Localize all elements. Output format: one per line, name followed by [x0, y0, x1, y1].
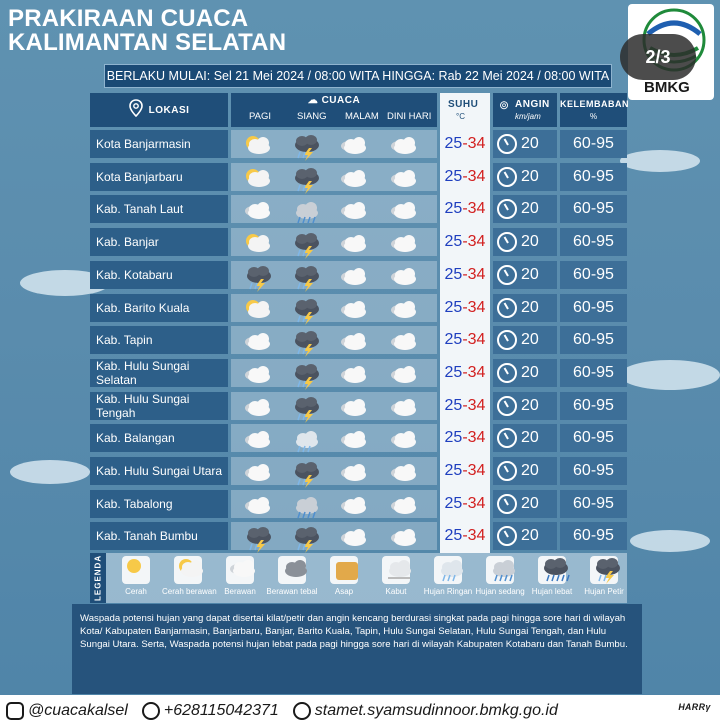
location-pin-icon — [129, 99, 143, 122]
temp-min: 25 — [444, 527, 463, 545]
legend-item — [214, 556, 266, 596]
berawan-icon — [337, 231, 371, 253]
temp-min: 25 — [444, 429, 463, 447]
header-kelembaban-unit: % — [589, 112, 598, 121]
wind-speed: 20 — [521, 167, 539, 185]
temp-max: 34 — [467, 462, 486, 479]
compass-icon — [497, 526, 517, 546]
header-cuaca — [231, 93, 437, 127]
berawan-icon — [387, 231, 421, 253]
berawan-icon — [337, 166, 371, 188]
temperature: 25 - 34 — [440, 457, 490, 485]
location-name: Kota Banjarmasin — [90, 130, 228, 158]
temp-min: 25 — [444, 265, 463, 283]
compass-icon — [497, 167, 517, 187]
wind-header-icon: ⊚ — [499, 98, 510, 112]
humidity: 60-95 — [560, 130, 627, 158]
weather-cells — [231, 392, 437, 420]
hujan-petir-icon — [241, 264, 275, 286]
wind — [493, 490, 557, 518]
hujan-sedang-icon — [289, 493, 323, 515]
humidity: 60-95 — [560, 392, 627, 420]
weather-cells — [231, 457, 437, 485]
temp-max: 34 — [467, 167, 486, 185]
title-line-1: PRAKIRAAN CUACA — [8, 5, 249, 32]
berawan-icon — [337, 198, 371, 220]
location-name: Kab. Balangan — [90, 424, 228, 452]
wind — [493, 522, 557, 550]
header-angin — [493, 93, 557, 127]
cerah-berawan-icon — [241, 166, 275, 188]
temperature: 25 - 34 — [440, 392, 490, 420]
weather-cells — [231, 424, 437, 452]
temp-max: 34 — [467, 200, 486, 218]
temp-min: 25 — [444, 396, 463, 414]
legend-item — [370, 556, 422, 596]
hujan-petir-icon — [289, 297, 323, 319]
compass-icon — [497, 199, 517, 219]
legend-item — [266, 556, 318, 596]
table-row — [90, 392, 627, 420]
temperature: 25 - 34 — [440, 359, 490, 387]
temp-min: 25 — [444, 462, 463, 479]
weather-cells — [231, 130, 437, 158]
location-name: Kab. Tabalong — [90, 490, 228, 518]
temp-max: 34 — [467, 135, 486, 152]
hujan-petir-icon — [289, 525, 323, 547]
temperature: 25 - 34 — [440, 326, 490, 354]
designer-signature: ᴴᴬᴿᴿᵞ — [678, 701, 710, 716]
berawan-icon — [387, 297, 421, 319]
legend-item — [110, 556, 162, 596]
legend-tag: LEGENDA — [90, 553, 106, 603]
humidity: 60-95 — [560, 490, 627, 518]
wind — [493, 326, 557, 354]
table-row — [90, 294, 627, 322]
footer — [0, 695, 720, 727]
kabut-icon — [382, 556, 410, 584]
berawan-icon — [337, 427, 371, 449]
title-line-2: KALIMANTAN SELATAN — [8, 29, 287, 56]
temperature: 25 - 34 — [440, 522, 490, 550]
wind-speed: 20 — [521, 494, 539, 512]
berawan-icon — [387, 362, 421, 384]
temperature: 25 - 34 — [440, 424, 490, 452]
temp-max: 34 — [467, 298, 486, 316]
temp-max: 34 — [467, 363, 486, 381]
hujan-sedang-icon — [289, 198, 323, 220]
legend-label: Hujan sedang — [475, 587, 525, 596]
bg-cloud — [620, 360, 720, 390]
temp-max: 34 — [467, 265, 486, 283]
temp-max: 34 — [467, 233, 486, 251]
cerah-berawan-icon — [241, 231, 275, 253]
whatsapp-number: +628115042371 — [163, 702, 279, 719]
berawan-icon — [241, 493, 275, 515]
temp-min: 25 — [444, 233, 463, 251]
wind-speed: 20 — [521, 462, 539, 479]
hujan-petir-icon — [289, 460, 323, 482]
hujan-lebat-icon — [538, 556, 566, 584]
hujan-petir-icon — [289, 395, 323, 417]
header-cuaca-label: CUACA — [321, 95, 361, 106]
temperature: 25 - 34 — [440, 130, 490, 158]
hujan-ringan-icon — [434, 556, 462, 584]
header-siang: SIANG — [297, 111, 327, 122]
header-suhu-label: SUHU — [448, 99, 479, 110]
header-kelembaban — [560, 93, 627, 127]
berawan-icon — [337, 460, 371, 482]
temperature: 25 - 34 — [440, 294, 490, 322]
wind — [493, 163, 557, 191]
header-kelembaban-label: KELEMBABAN — [560, 99, 629, 109]
hujan-petir-icon — [289, 133, 323, 155]
hujan-petir-icon — [241, 525, 275, 547]
berawan-icon — [387, 264, 421, 286]
location-name: Kab. Hulu Sungai Selatan — [90, 359, 228, 387]
instagram-handle: @cuacakalsel — [28, 702, 128, 719]
berawan-icon — [241, 427, 275, 449]
berawan-icon — [387, 329, 421, 351]
location-name: Kab. Banjar — [90, 228, 228, 256]
humidity: 60-95 — [560, 359, 627, 387]
berawan-icon — [241, 362, 275, 384]
wind-speed: 20 — [521, 233, 539, 251]
cerah-berawan-icon — [241, 297, 275, 319]
wind — [493, 261, 557, 289]
page-title — [8, 7, 286, 55]
berawan-icon — [337, 493, 371, 515]
location-name: Kab. Tanah Laut — [90, 195, 228, 223]
wind-speed: 20 — [521, 363, 539, 381]
berawan-icon — [387, 493, 421, 515]
berawan-icon — [387, 460, 421, 482]
legend-label: Hujan lebat — [531, 587, 573, 596]
berawan-icon — [387, 395, 421, 417]
berawan-icon — [337, 362, 371, 384]
legend-item — [526, 556, 578, 596]
wind-speed: 20 — [521, 429, 539, 447]
compass-icon — [497, 134, 517, 154]
asap-icon — [330, 556, 358, 584]
header-dini: DINI HARI — [387, 111, 432, 122]
header-angin-label: ANGIN — [515, 99, 550, 110]
weather-cells — [231, 490, 437, 518]
footer-instagram[interactable] — [6, 702, 128, 720]
berawan-icon — [241, 460, 275, 482]
compass-icon — [497, 494, 517, 514]
weather-cells — [231, 294, 437, 322]
humidity: 60-95 — [560, 326, 627, 354]
footer-whatsapp[interactable] — [142, 702, 279, 720]
compass-icon — [497, 428, 517, 448]
legend-label: Kabut — [385, 587, 407, 596]
header-angin-unit: km/jam — [515, 112, 541, 121]
table-row — [90, 130, 627, 158]
wind-speed: 20 — [521, 396, 539, 414]
hujan-petir-icon — [289, 231, 323, 253]
humidity: 60-95 — [560, 228, 627, 256]
bg-cloud — [10, 460, 90, 484]
weather-cells — [231, 261, 437, 289]
legend-label: Asap — [334, 587, 354, 596]
legend-item — [162, 556, 217, 596]
legend-label: Cerah berawan — [162, 587, 217, 596]
legend-item — [318, 556, 370, 596]
berawan-icon — [337, 133, 371, 155]
legend-item — [422, 556, 474, 596]
location-name: Kab. Tapin — [90, 326, 228, 354]
temp-min: 25 — [444, 331, 463, 349]
location-name: Kab. Barito Kuala — [90, 294, 228, 322]
footer-web[interactable] — [293, 702, 558, 720]
weather-cells — [231, 522, 437, 550]
wind — [493, 424, 557, 452]
bg-cloud — [620, 150, 700, 172]
location-name: Kab. Hulu Sungai Utara — [90, 457, 228, 485]
table-row — [90, 457, 627, 485]
berawan-icon — [226, 556, 254, 584]
weather-cells — [231, 195, 437, 223]
temperature: 25 - 34 — [440, 261, 490, 289]
berawan-tebal-icon — [278, 556, 306, 584]
legend-label: Berawan — [224, 587, 256, 596]
legend-item — [474, 556, 526, 596]
location-name: Kab. Kotabaru — [90, 261, 228, 289]
temp-max: 34 — [467, 527, 486, 545]
wind-speed: 20 — [521, 135, 539, 152]
wind — [493, 228, 557, 256]
wind-speed: 20 — [521, 331, 539, 349]
berawan-icon — [337, 297, 371, 319]
humidity: 60-95 — [560, 424, 627, 452]
weather-cells — [231, 359, 437, 387]
table-row — [90, 326, 627, 354]
table-row — [90, 195, 627, 223]
berawan-icon — [387, 525, 421, 547]
wind — [493, 294, 557, 322]
header-lokasi-label: LOKASI — [148, 104, 190, 116]
wind-speed: 20 — [521, 200, 539, 218]
compass-icon — [497, 265, 517, 285]
website-url: stamet.syamsudinnoor.bmkg.go.id — [314, 702, 558, 719]
table-row — [90, 261, 627, 289]
warning-text: Waspada potensi hujan yang dapat disertai kilat/petir dan angin kencang berdurasi singkat pada pagi hingga sore hari di wilayah Kota/ Kabupaten Banjarmasin, Banjarbaru, Banjar, Barito Kuala, Tapin, Hulu Sungai Selatan, Hulu Sungai Tengah, dan Hulu Sungai Utara. Serta, Waspada potensi hujan lebat pada pagi hingga sore hari di wilayah Kabupaten Kotabaru dan Tanah Bumbu. — [72, 604, 642, 694]
cloud-header-icon: ☁ — [307, 95, 319, 106]
berawan-icon — [387, 427, 421, 449]
header-pagi: PAGI — [249, 111, 271, 122]
whatsapp-icon — [142, 702, 160, 720]
berawan-icon — [337, 395, 371, 417]
cerah-icon — [122, 556, 150, 584]
weather-cells — [231, 163, 437, 191]
humidity: 60-95 — [560, 261, 627, 289]
legend — [90, 553, 627, 603]
compass-icon — [497, 232, 517, 252]
cerah-berawan-icon — [174, 556, 202, 584]
header-malam: MALAM — [345, 111, 379, 122]
compass-icon — [497, 298, 517, 318]
wind-speed: 20 — [521, 298, 539, 316]
wind-speed: 20 — [521, 527, 539, 545]
berawan-icon — [337, 525, 371, 547]
berawan-icon — [241, 395, 275, 417]
location-name: Kota Banjarbaru — [90, 163, 228, 191]
humidity: 60-95 — [560, 294, 627, 322]
wind — [493, 130, 557, 158]
hujan-sedang-icon — [486, 556, 514, 584]
location-name: Kab. Hulu Sungai Tengah — [90, 392, 228, 420]
wind — [493, 195, 557, 223]
temperature: 25 - 34 — [440, 228, 490, 256]
temp-max: 34 — [467, 429, 486, 447]
temperature: 25 - 34 — [440, 195, 490, 223]
bmkg-label: BMKG — [644, 79, 690, 96]
legend-item — [578, 556, 630, 596]
berawan-icon — [337, 264, 371, 286]
temperature: 25 - 34 — [440, 163, 490, 191]
legend-label: Hujan Ringan — [423, 587, 473, 596]
hujan-ringan-icon — [289, 427, 323, 449]
globe-icon — [293, 702, 311, 720]
temp-max: 34 — [467, 494, 486, 512]
table-row — [90, 228, 627, 256]
cerah-berawan-icon — [241, 133, 275, 155]
humidity: 60-95 — [560, 195, 627, 223]
berawan-icon — [337, 329, 371, 351]
page-indicator[interactable]: 2/3 — [620, 34, 696, 80]
temp-min: 25 — [444, 200, 463, 218]
table-row — [90, 522, 627, 550]
table-row — [90, 424, 627, 452]
validity-banner: BERLAKU MULAI: Sel 21 Mei 2024 / 08:00 WITA HINGGA: Rab 22 Mei 2024 / 08:00 WITA — [104, 64, 612, 88]
temp-min: 25 — [444, 167, 463, 185]
temp-min: 25 — [444, 494, 463, 512]
humidity: 60-95 — [560, 163, 627, 191]
temp-max: 34 — [467, 396, 486, 414]
table-row — [90, 359, 627, 387]
wind-speed: 20 — [521, 265, 539, 283]
berawan-icon — [387, 133, 421, 155]
temperature: 25 - 34 — [440, 490, 490, 518]
hujan-petir-icon — [289, 264, 323, 286]
berawan-icon — [241, 329, 275, 351]
bg-cloud — [630, 530, 710, 552]
weather-cells — [231, 326, 437, 354]
legend-label: Berawan tebal — [266, 587, 318, 596]
wind — [493, 392, 557, 420]
hujan-petir-icon — [590, 556, 618, 584]
hujan-petir-icon — [289, 362, 323, 384]
humidity: 60-95 — [560, 457, 627, 485]
header-lokasi — [90, 93, 228, 127]
location-name: Kab. Tanah Bumbu — [90, 522, 228, 550]
table-row — [90, 163, 627, 191]
header-suhu-unit: °C — [456, 112, 465, 121]
temp-min: 25 — [444, 298, 463, 316]
legend-label: Hujan Petir — [584, 587, 624, 596]
wind — [493, 359, 557, 387]
temp-min: 25 — [444, 135, 463, 152]
berawan-icon — [387, 198, 421, 220]
wind — [493, 457, 557, 485]
berawan-icon — [387, 166, 421, 188]
table-row — [90, 490, 627, 518]
humidity: 60-95 — [560, 522, 627, 550]
instagram-icon — [6, 702, 24, 720]
legend-label: Cerah — [125, 587, 147, 596]
temp-min: 25 — [444, 363, 463, 381]
compass-icon — [497, 396, 517, 416]
weather-cells — [231, 228, 437, 256]
compass-icon — [497, 363, 517, 383]
compass-icon — [497, 461, 517, 481]
temp-max: 34 — [467, 331, 486, 349]
hujan-petir-icon — [289, 166, 323, 188]
hujan-petir-icon — [289, 329, 323, 351]
berawan-icon — [241, 198, 275, 220]
compass-icon — [497, 330, 517, 350]
